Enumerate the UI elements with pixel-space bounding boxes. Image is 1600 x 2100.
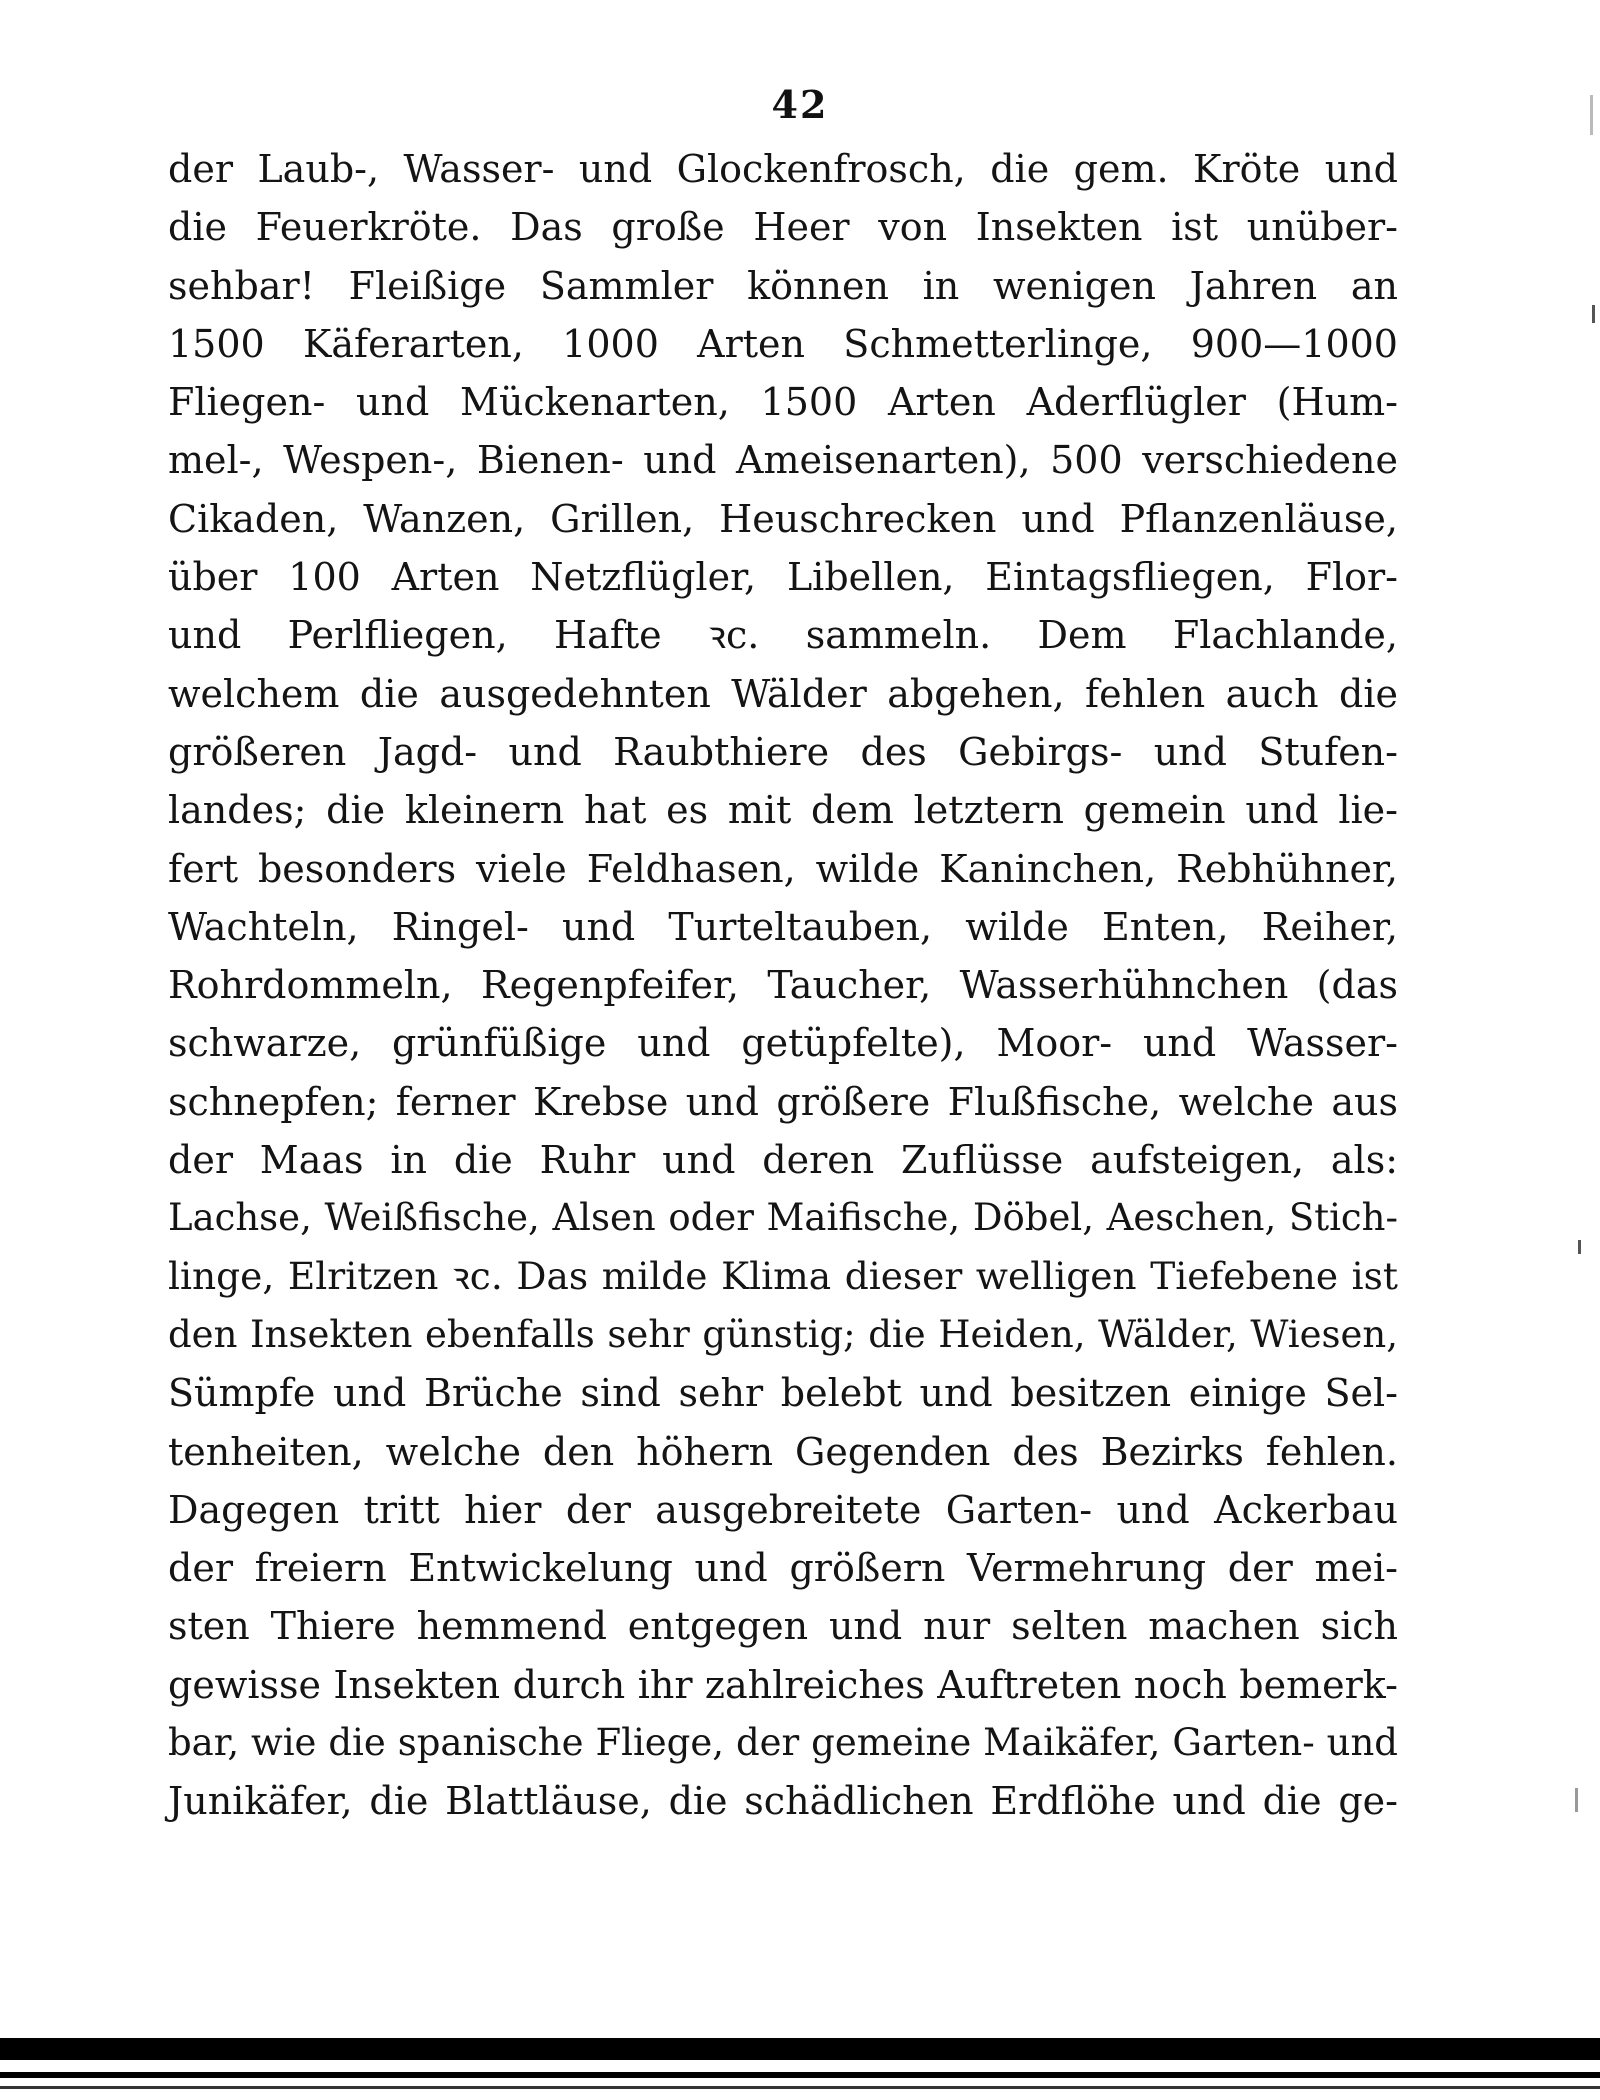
text-line: über 100 Arten Netzflügler, Libellen, Eintagsfliegen, Flor- [168, 555, 1398, 600]
text-line: der Maas in die Ruhr und deren Zuflüsse aufsteigen, als: [168, 1138, 1398, 1183]
text-line: tenheiten, welche den höhern Gegenden des Bezirks fehlen. [168, 1429, 1398, 1474]
scan-margin-mark [1575, 1788, 1578, 1812]
text-line: Fliegen- und Mückenarten, 1500 Arten Aderflügler (Hum- [168, 380, 1398, 425]
scan-margin-mark [1592, 305, 1595, 323]
text-line: 1500 Käferarten, 1000 Arten Schmetterlinge, 900—1000 [168, 321, 1398, 366]
text-line: sehbar! Fleißige Sammler können in wenigen Jahren an [168, 263, 1398, 308]
bottom-border-faint [0, 2086, 1600, 2089]
text-line: welchem die ausgedehnten Wälder abgehen, fehlen auch die [168, 671, 1398, 716]
text-line: landes; die kleinern hat es mit dem letztern gemein und lie- [168, 788, 1398, 833]
text-line: Cikaden, Wanzen, Grillen, Heuschrecken und Pflanzenläuse, [168, 496, 1398, 541]
text-line: schwarze, grünfüßige und getüpfelte), Moor- und Wasser- [168, 1021, 1398, 1066]
text-line: Dagegen tritt hier der ausgebreitete Garten- und Ackerbau [168, 1487, 1398, 1532]
text-line: den Insekten ebenfalls sehr günstig; die Heiden, Wälder, Wiesen, [168, 1312, 1398, 1356]
text-line: Sümpfe und Brüche sind sehr belebt und besitzen einige Sel- [168, 1371, 1398, 1416]
text-line: linge, Elritzen ꝛc. Das milde Klima dieser welligen Tiefebene ist [168, 1253, 1398, 1298]
text-line: Junikäfer, die Blattläuse, die schädlichen Erdflöhe und die ge- [168, 1779, 1398, 1824]
bottom-border-thin [0, 2072, 1600, 2078]
text-line: gewisse Insekten durch ihr zahlreiches Auftreten noch bemerk- [168, 1662, 1398, 1707]
text-line: und Perlfliegen, Hafte ꝛc. sammeln. Dem Flachlande, [168, 613, 1398, 658]
scan-margin-mark [1578, 1240, 1581, 1254]
text-line: sten Thiere hemmend entgegen und nur selten machen sich [168, 1604, 1398, 1649]
text-line: Lachse, Weißfische, Alsen oder Maifische, Döbel, Aeschen, Stich- [168, 1196, 1398, 1240]
text-line: bar, wie die spanische Fliege, der gemeine Maikäfer, Garten- und [168, 1721, 1398, 1765]
body-text [168, 147, 1398, 1841]
scan-margin-mark [1590, 95, 1593, 135]
text-line: der Laub-, Wasser- und Glockenfrosch, die gem. Kröte und [168, 147, 1398, 191]
text-line: größeren Jagd- und Raubthiere des Gebirgs- und Stufen- [168, 729, 1398, 774]
text-line: Wachteln, Ringel- und Turteltauben, wilde Enten, Reiher, [168, 904, 1398, 949]
text-line: mel-, Wespen-, Bienen- und Ameisenarten), 500 verschiedene [168, 438, 1398, 483]
text-line: schnepfen; ferner Krebse und größere Flußfische, welche aus [168, 1079, 1398, 1124]
text-line: der freiern Entwickelung und größern Vermehrung der mei- [168, 1546, 1398, 1591]
text-line: Rohrdommeln, Regenpfeifer, Taucher, Wasserhühnchen (das [168, 963, 1398, 1008]
text-line: die Feuerkröte. Das große Heer von Insekten ist unüber- [168, 205, 1398, 250]
text-line: fert besonders viele Feldhasen, wilde Kaninchen, Rebhühner, [168, 846, 1398, 891]
bottom-border-thick [0, 2038, 1600, 2060]
page-number: 42 [771, 82, 829, 127]
